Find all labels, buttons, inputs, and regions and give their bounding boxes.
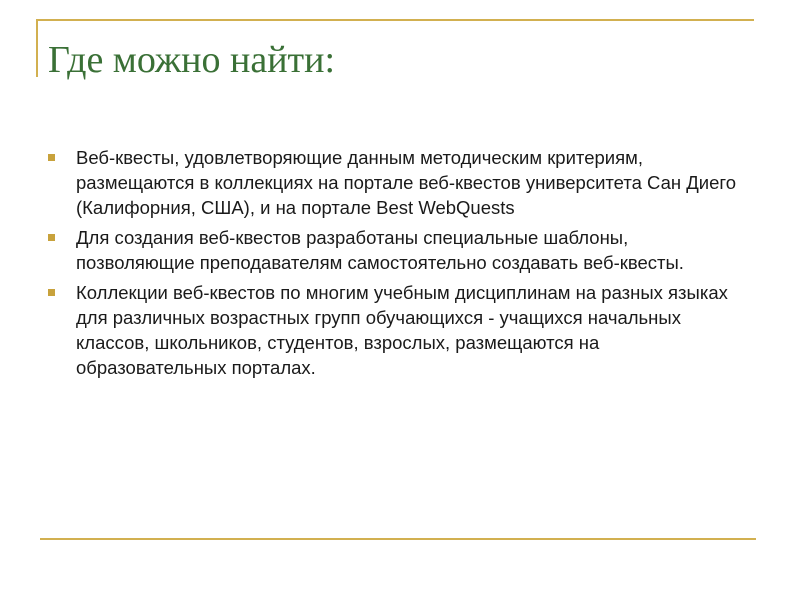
bullet-item xyxy=(48,225,748,275)
bullet-item xyxy=(48,280,748,380)
bullet-text: Веб-квесты, удовлетворяющие данным методическим критериям, размещаются в коллекциях на портале веб-квестов университета Сан Диего (Калифорния, США), и на портале Best WebQuests xyxy=(76,147,737,218)
bullet-text: Коллекции веб-квестов по многим учебным дисциплинам на разных языках для различных возрастных групп обучающихся - учащихся начальных классов, школьников, студентов, взрослых, размещаются на образовательных порталах. xyxy=(76,282,728,378)
left-divider xyxy=(36,19,38,77)
bottom-divider xyxy=(40,538,756,540)
bullet-text: Для создания веб-квестов разработаны специальные шаблоны, позволяющие преподавателям самостоятельно создавать веб-квесты. xyxy=(76,227,684,273)
top-divider xyxy=(36,19,754,21)
square-bullet-icon xyxy=(48,289,55,296)
bullet-item xyxy=(48,145,748,220)
bullet-list xyxy=(48,145,748,385)
square-bullet-icon xyxy=(48,154,55,161)
slide-title: Где можно найти: xyxy=(48,39,336,81)
square-bullet-icon xyxy=(48,234,55,241)
